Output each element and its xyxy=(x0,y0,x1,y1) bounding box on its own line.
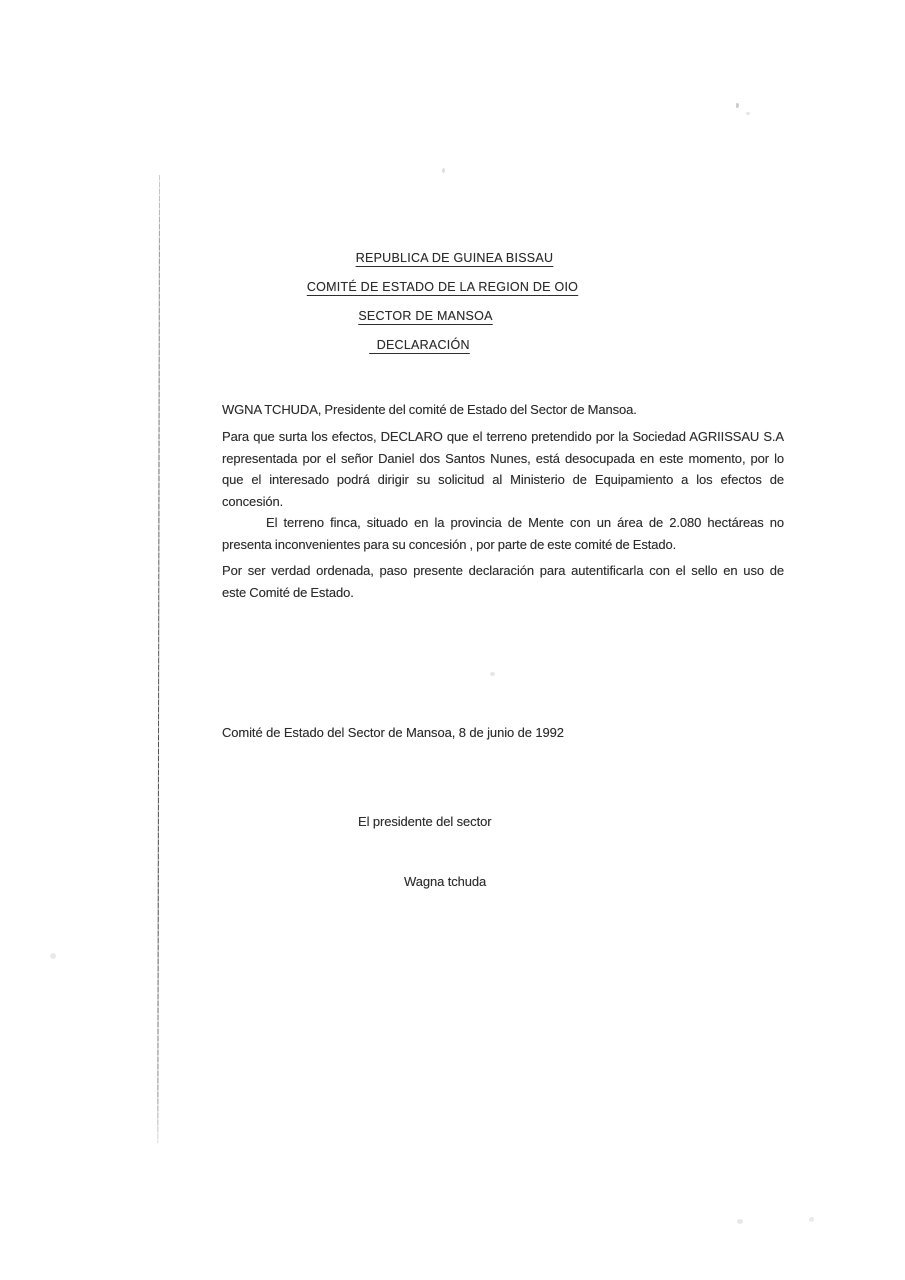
signature-name: Wagna tchuda xyxy=(404,874,487,889)
paragraph-declaration-body xyxy=(222,426,784,512)
scan-speck xyxy=(50,953,56,959)
scan-speck xyxy=(737,1219,743,1224)
paragraph-terrain-details xyxy=(222,512,784,555)
paragraph-declarant xyxy=(222,399,784,421)
text-line: WGNA TCHUDA, Presidente del comité de Estado del Sector de Mansoa. xyxy=(222,402,637,417)
scan-speck xyxy=(490,672,495,676)
paragraph-authentication xyxy=(222,560,784,603)
text-line: presenta inconvenientes para su concesión , por parte de este comité de Estado. xyxy=(222,536,677,552)
text-line: Por ser verdad ordenada, paso presente declaración para autentificarla con el sello en uso de xyxy=(222,563,784,578)
scan-speck xyxy=(736,103,739,108)
text-line: concesión. xyxy=(222,493,284,509)
heading-state-committee: COMITÉ DE ESTADO DE LA REGION DE OIO xyxy=(306,280,579,294)
scan-speck xyxy=(442,168,445,173)
text-line: representada por el señor Daniel dos Santos Nunes, está desocupada en este momento, por lo xyxy=(222,450,784,466)
heading-sector: SECTOR DE MANSOA xyxy=(358,309,493,323)
text-line: Para que surta los efectos, DECLARO que el terreno pretendido por la Sociedad AGRIISSAU S.A xyxy=(222,429,784,444)
text-line: que el interesado podrá dirigir su solicitud al Ministerio de Equipamiento a los efectos de xyxy=(222,472,784,487)
text-line: este Comité de Estado. xyxy=(222,584,354,600)
heading-declaration-title: DECLARACIÓN xyxy=(369,338,470,352)
text-line: El terreno finca, situado en la provincia de Mente con un área de 2.080 hectáreas no xyxy=(266,515,784,530)
heading-republic: REPUBLICA DE GUINEA BISSAU xyxy=(355,251,554,265)
document-header xyxy=(160,247,721,363)
date-line: Comité de Estado del Sector de Mansoa, 8 de junio de 1992 xyxy=(222,725,564,740)
signature-title: El presidente del sector xyxy=(358,814,492,829)
scan-speck xyxy=(809,1217,814,1222)
scan-speck xyxy=(746,112,750,115)
